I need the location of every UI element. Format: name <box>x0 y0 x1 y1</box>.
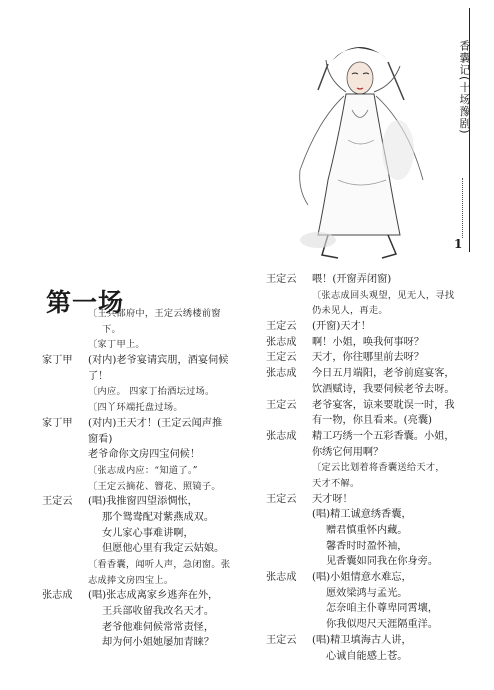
speaker-name: 张志成 <box>266 572 297 584</box>
speaker-name: 张志成 <box>42 590 73 602</box>
speaker-name: 王定云 <box>266 321 297 333</box>
script-line <box>266 429 480 445</box>
speaker-name: 王定云 <box>266 493 297 505</box>
stage-direction: 〔家丁甲上。 <box>88 339 145 351</box>
stage-direction: 〔定云比划着将香囊送给天才， <box>312 462 445 474</box>
speaker-name: 张志成 <box>266 430 297 442</box>
script-line <box>42 479 254 495</box>
dialogue-text: 馨香时时盈怀袖， <box>326 540 408 552</box>
speaker-name: 王定云 <box>266 274 297 285</box>
stage-direction: 〔张志成内应：“知道了。” <box>88 464 198 476</box>
dialogue-text: 却为何小姐她屡加青睐？ <box>102 637 215 649</box>
dialogue-text: 今日五月端阳，老爷前庭宴客， <box>312 368 455 380</box>
script-line <box>266 272 480 288</box>
dialogue-text: 赠君慎重怀内藏。 <box>326 525 408 536</box>
script-line <box>266 507 480 523</box>
stage-direction: 〔内应。 四家丁抬酒坛过场。 <box>88 386 215 398</box>
script-line <box>42 416 254 432</box>
script-line <box>266 398 480 414</box>
dialogue-text: (唱)小姐情意水难忘， <box>312 572 412 584</box>
script-line <box>42 322 254 338</box>
script-line <box>42 400 254 416</box>
script-line <box>42 463 254 479</box>
script-line <box>266 413 480 429</box>
dialogue-text: 天才，你往哪里前去呀？ <box>312 352 425 364</box>
stage-direction: 天才不解。 <box>312 477 360 489</box>
dialogue-text: 老爷他难伺候常常责怪， <box>102 621 215 633</box>
script-line <box>42 588 254 604</box>
stage-direction: 下。 <box>102 323 121 335</box>
dialogue-text: (唱)我推窗四望添惆怅， <box>88 496 198 508</box>
script-line <box>266 350 480 366</box>
speaker-name: 张志成 <box>266 336 297 348</box>
speaker-name: 王定云 <box>42 496 73 508</box>
script-right-column <box>266 272 480 664</box>
script-line <box>266 335 480 351</box>
dialogue-text: 你绣它何用啊？ <box>312 446 384 458</box>
page-number: 1 <box>454 237 463 251</box>
stage-direction: 〔王定云摘花、簪花、照镜子。 <box>88 480 221 492</box>
speaker-name: 王定云 <box>266 634 297 646</box>
stage-direction: 志成捧文房四宝上。 <box>88 574 174 586</box>
script-line <box>42 604 254 620</box>
script-line <box>42 384 254 400</box>
dialogue-text: 天才呀！ <box>312 493 353 505</box>
script-line <box>42 635 254 651</box>
script-line <box>42 306 254 322</box>
dialogue-text: 心诚自能感上苍。 <box>326 650 408 662</box>
dialogue-text: (开窗)天才！ <box>312 321 371 333</box>
dialogue-text: 你我似咫尺天涯隔重洋。 <box>326 619 439 631</box>
dialogue-text: 精工巧绣一个五彩香囊。小姐， <box>312 430 455 442</box>
script-line <box>266 633 480 649</box>
dialogue-text: 饮酒赋诗，我要伺候老爷去呀。 <box>312 383 455 395</box>
scene-title: 第一场 <box>46 288 125 317</box>
script-line <box>266 554 480 570</box>
script-line <box>266 601 480 617</box>
opera-figure-illustration <box>288 30 438 270</box>
dialogue-text: 愿效梁鸿与孟光。 <box>326 587 408 599</box>
script-line <box>42 432 254 448</box>
dialogue-text: (唱)张志成离家乡逃奔在外， <box>88 590 219 602</box>
stage-direction: 〔四丫环端托盘过场。 <box>88 402 183 414</box>
leader-dots <box>462 178 463 238</box>
script-line <box>266 460 480 476</box>
script-line <box>266 382 480 398</box>
speaker-name: 家丁甲 <box>42 417 73 429</box>
stage-direction: 〔王兵部府中，王定云绣楼前窗 <box>88 308 221 319</box>
script-line <box>266 586 480 602</box>
script-line <box>266 492 480 508</box>
script-line <box>266 303 480 319</box>
script-line <box>266 539 480 555</box>
dialogue-text: (对内)老爷宴请宾朋，酒宴伺候 <box>88 355 229 367</box>
script-line <box>266 288 480 304</box>
dialogue-text: (唱)精卫填海古人讲， <box>312 634 412 646</box>
dialogue-text: 了！ <box>88 370 109 382</box>
script-line <box>42 541 254 557</box>
script-line <box>42 494 254 510</box>
script-line <box>266 649 480 665</box>
dialogue-text: (对内)王天才！(王定云闻声推 <box>88 417 223 429</box>
stage-direction: 〔张志成回头观望，见无人，寻找 <box>312 289 455 301</box>
script-line <box>42 526 254 542</box>
dialogue-text: 老爷命你文房四宝伺候！ <box>88 449 201 461</box>
speaker-name: 张志成 <box>266 368 297 380</box>
dialogue-text: 喂！(开窗弄闭窗) <box>312 274 392 285</box>
script-line <box>42 510 254 526</box>
dialogue-text: 有一物，你且看来。(亮囊) <box>312 415 433 427</box>
stage-direction: 〔看香囊，闻听人声，急闭窗。张 <box>88 559 231 570</box>
script-line <box>266 476 480 492</box>
script-line <box>42 620 254 636</box>
dialogue-text: 怎奈咱主仆尊卑同霄壤， <box>326 603 439 615</box>
dialogue-text: 啊！小姐，唤我何事呀？ <box>312 336 425 348</box>
script-line <box>266 319 480 335</box>
dialogue-text: 但愿他心里有我定云姑娘。 <box>102 543 225 555</box>
script-line <box>266 617 480 633</box>
dialogue-text: 老爷宴客，谅来要耽误一时，我 <box>312 399 455 411</box>
dialogue-text: 见香囊如同我在你身旁。 <box>326 556 439 568</box>
dialogue-text: 那个鸳鸯配对紫燕成双。 <box>102 511 215 523</box>
stage-direction: 仍未见人，再走。 <box>312 305 388 317</box>
speaker-name: 王定云 <box>266 399 297 411</box>
speaker-name: 王定云 <box>266 352 297 364</box>
script-line <box>266 570 480 586</box>
dialogue-text: 女儿家心事难讲啊， <box>102 527 194 539</box>
script-left-column <box>42 306 254 651</box>
script-line <box>266 366 480 382</box>
script-line <box>42 573 254 589</box>
script-line <box>42 447 254 463</box>
script-line <box>266 523 480 539</box>
speaker-name: 家丁甲 <box>42 355 73 367</box>
script-line <box>266 445 480 461</box>
dialogue-text: 王兵部收留我改名天才。 <box>102 606 215 618</box>
script-line <box>42 337 254 353</box>
running-title: 香囊记(十场豫剧) <box>458 40 471 135</box>
script-line <box>42 353 254 369</box>
dialogue-text: (唱)精工诚意绣香囊， <box>312 509 412 521</box>
script-line <box>42 369 254 385</box>
dialogue-text: 窗看) <box>88 433 113 445</box>
script-line <box>42 557 254 573</box>
